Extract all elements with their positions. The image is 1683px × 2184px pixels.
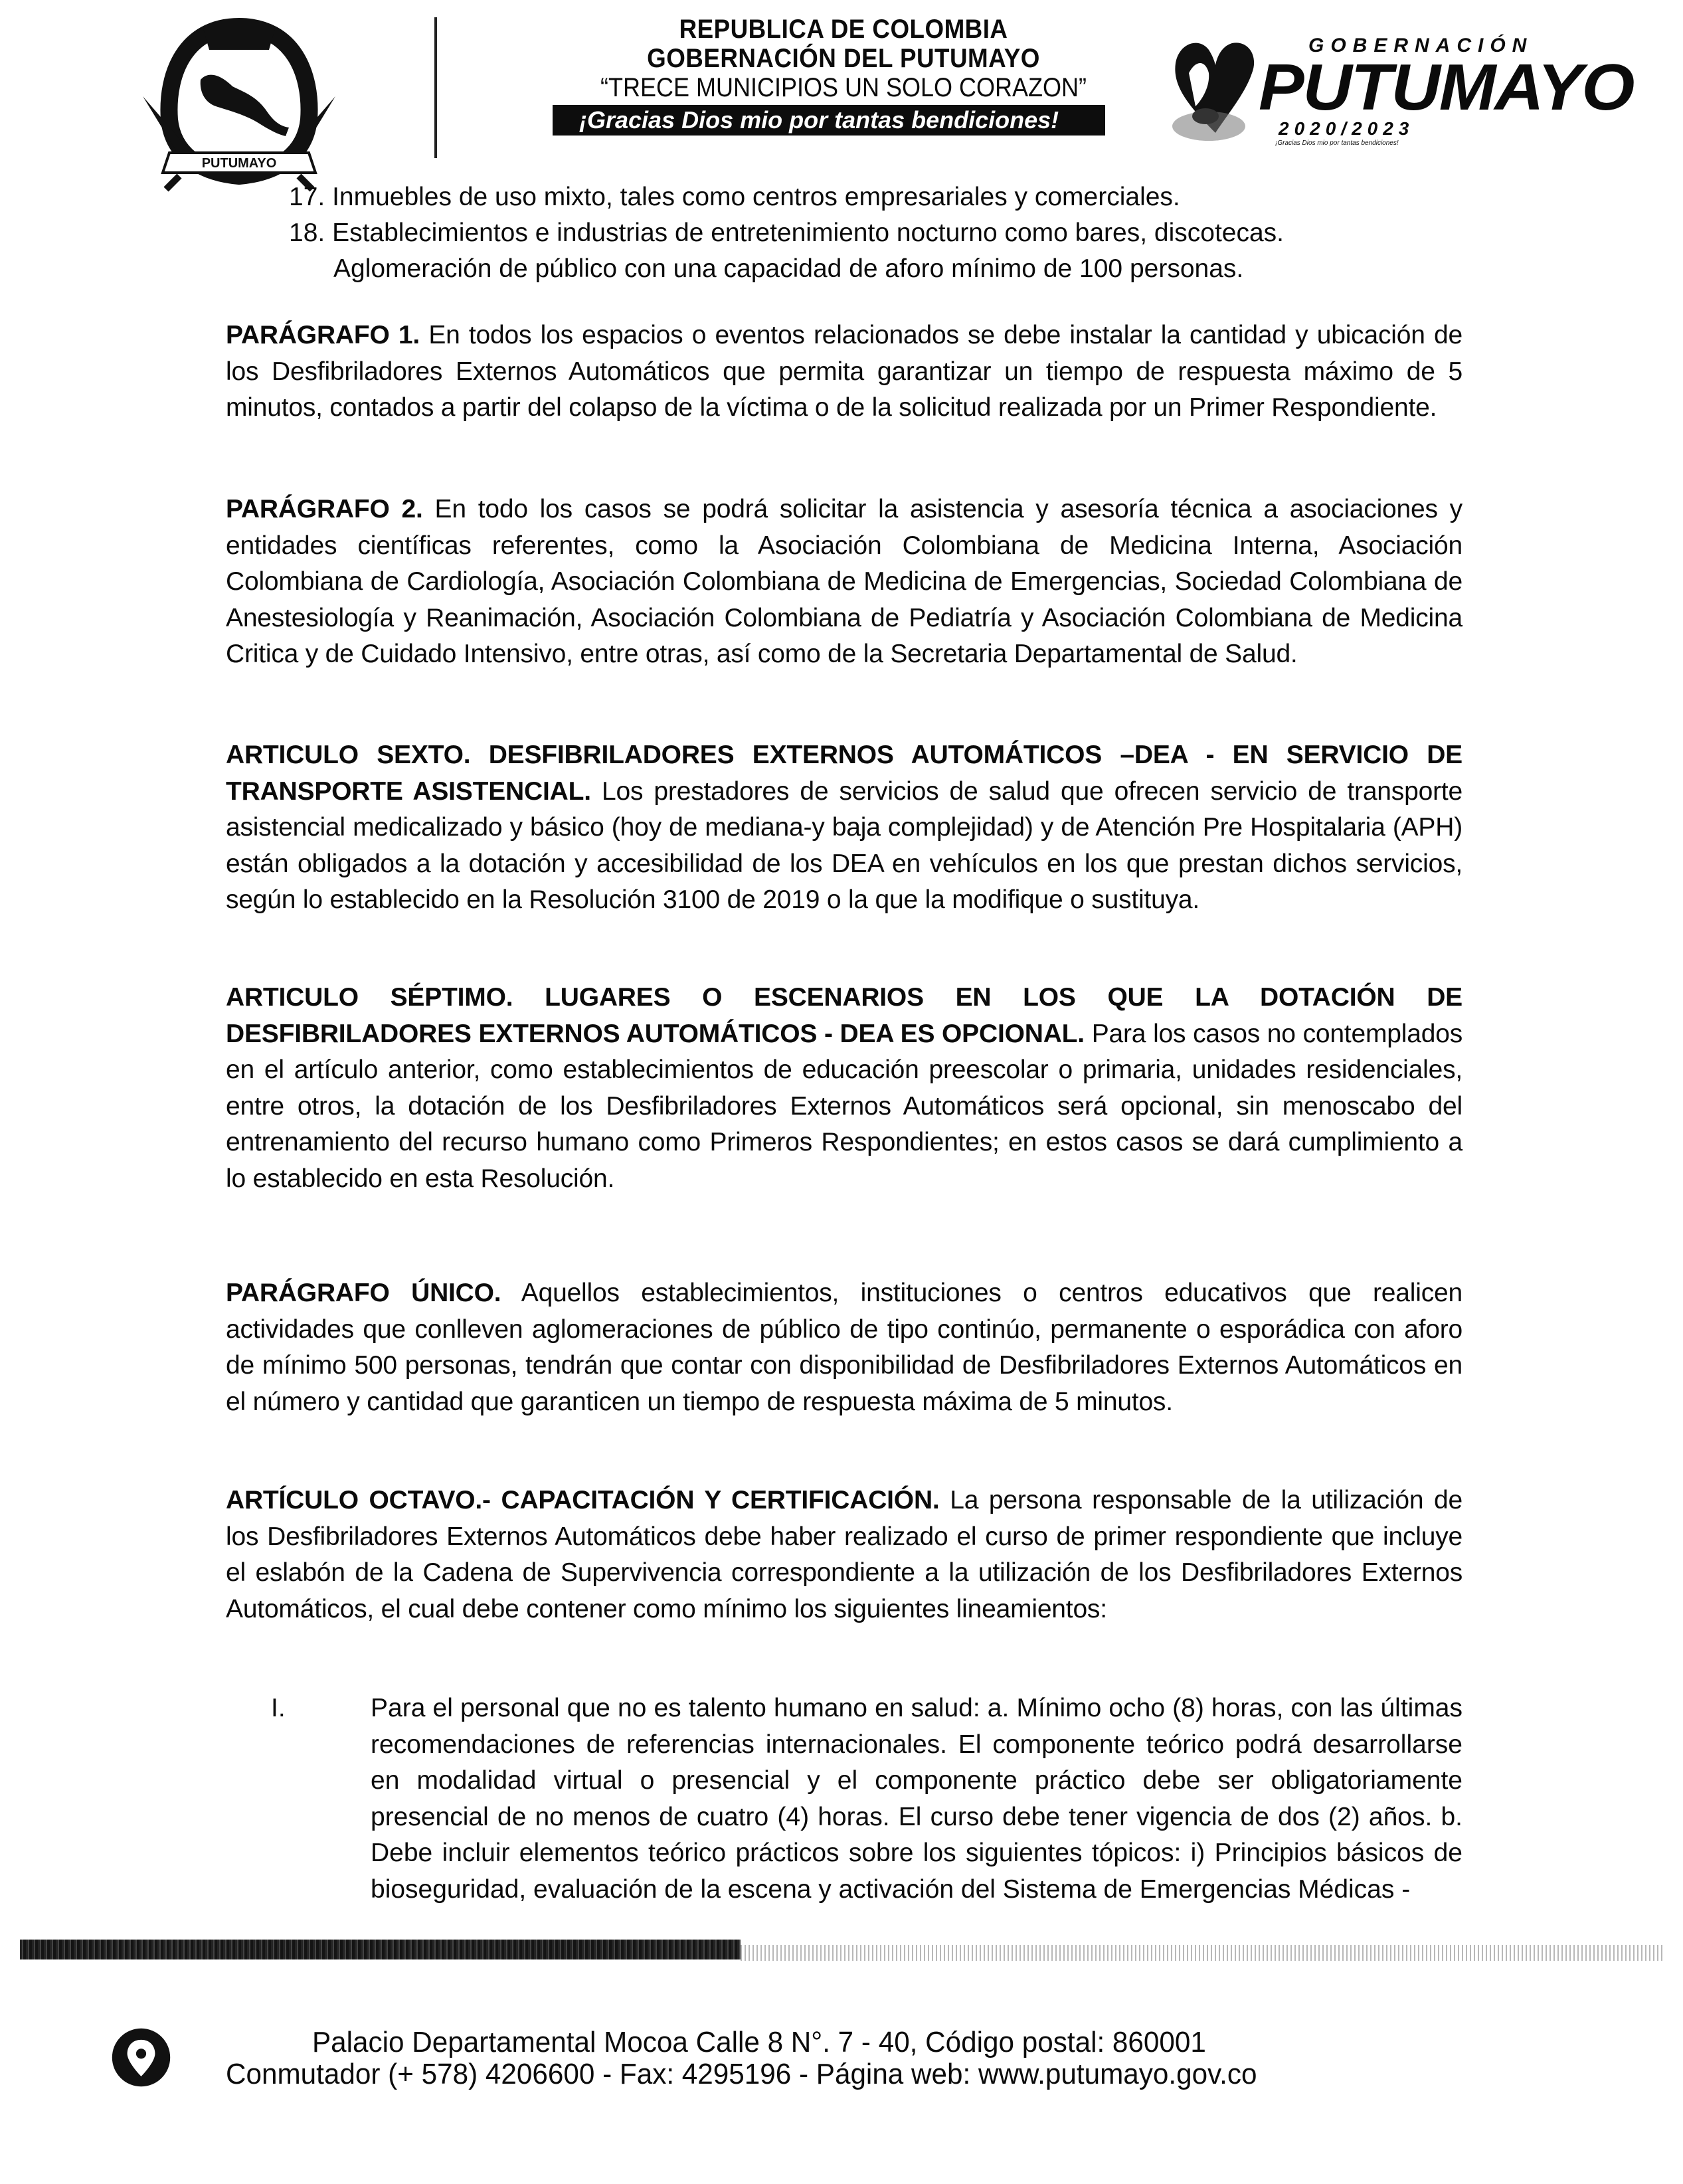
- footer-contact: Conmutador (+ 578) 4206600 - Fax: 4295196 - Página web: www.putumayo.gov.co: [226, 2058, 1257, 2090]
- gobernacion-logo: [1169, 27, 1634, 147]
- logo-years: 2020/2023: [1279, 118, 1415, 139]
- footer: [0, 1993, 1683, 2099]
- paragraph-heading: PARÁGRAFO 1.: [226, 321, 420, 349]
- paragrafo-2: PARÁGRAFO 2. En todo los casos se podrá solicitar la asistencia y asesoría técnica a asociaciones y entidades científicas referentes, como la Asociación Colombiana de Medicina Interna, Asociación Colombiana de Cardiología, Asociación Colombiana de Medicina de Emergencias, Sociedad Colombiana de Anestesiología y Reanimación, Asociación Colombiana de Pediatría y Asociación Colombiana de Medicina Critica y de Cuidado Intensivo, entre otras, así como de la Secretaria Departamental de Salud.: [226, 495, 1462, 668]
- footer-address: Palacio Departamental Mocoa Calle 8 N°. 7 - 40, Código postal: 860001: [312, 2026, 1206, 2058]
- article-heading: ARTICULO SÉPTIMO. LUGARES O ESCENARIOS EN LOS QUE LA DOTACIÓN DE DESFIBRILADORES EXTERNOS AUTOMÁTICOS - DEA ES OPCIONAL.: [226, 983, 1462, 1048]
- roman-item-text: Para el personal que no es talento humano en salud: a. Mínimo ocho (8) horas, con las últimas recomendaciones de referencias internacionales. El componente teórico podrá desarrollarse en modalidad virtual o presencial y el componente práctico debe ser obligatoriamente presencial de no menos de cuatro (4) horas. El curso debe tener vigencia de dos (2) años. b. Debe incluir elementos teórico prácticos sobre los siguientes tópicos: i) Principios básicos de bioseguridad, evaluación de la escena y activación del Sistema de Emergencias Médicas -: [371, 1694, 1462, 1904]
- list-item: 18. Establecimientos e industrias de entretenimiento nocturno como bares, discotecas.: [289, 219, 1284, 247]
- slogan-banner: ¡Gracias Dios mio por tantas bendiciones!: [553, 105, 1105, 136]
- list-item-continuation: Aglomeración de público con una capacidad de aforo mínimo de 100 personas.: [333, 254, 1244, 283]
- list-item: 17. Inmuebles de uso mixto, tales como centros empresariales y comerciales.: [289, 183, 1180, 211]
- location-pin-icon: [110, 2026, 173, 2089]
- logo-slogan: ¡Gracias Dios mio por tantas bendiciones!: [1275, 139, 1399, 147]
- paragrafo-1: PARÁGRAFO 1. En todos los espacios o eventos relacionados se debe instalar la cantidad y ubicación de los Desfibriladores Externos Automáticos que permita garantizar un tiempo de respuesta máximo de 5 minutos, contados a partir del colapso de la víctima o de la solicitud realizada por un Primer Respondiente.: [226, 321, 1462, 422]
- svg-text:PUTUMAYO: PUTUMAYO: [201, 156, 277, 171]
- article-heading: ARTICULO SEXTO. DESFIBRILADORES EXTERNOS AUTOMÁTICOS –DEA - EN SERVICIO DE TRANSPORTE ASISTENCIAL.: [226, 741, 1462, 806]
- articulo-octavo: ARTÍCULO OCTAVO.- CAPACITACIÓN Y CERTIFICACIÓN. La persona responsable de la utilización de los Desfibriladores Externos Automáticos debe haber realizado el curso de primer respondiente que incluye el eslabón de la Cadena de Supervivencia correspondiente a la utilización de los Desfibriladores Externos Automáticos, el cual debe contener como mínimo los siguientes lineamientos:: [226, 1486, 1463, 1623]
- scan-artifact-noise: [741, 1945, 1664, 1961]
- paragraph-heading: PARÁGRAFO 2.: [226, 495, 423, 523]
- government-title: GOBERNACIÓN DEL PUTUMAYO: [647, 44, 1040, 73]
- heart-hands-icon: [1169, 33, 1262, 146]
- logo-gobernacion-text: GOBERNACIÓN: [1308, 35, 1534, 56]
- department-crest-icon: [139, 13, 339, 193]
- header-divider: [434, 17, 437, 158]
- motto: “TRECE MUNICIPIOS UN SOLO CORAZON”: [600, 73, 1087, 102]
- articulo-septimo: ARTICULO SÉPTIMO. LUGARES O ESCENARIOS EN LOS QUE LA DOTACIÓN DE DESFIBRILADORES EXTERNOS AUTOMÁTICOS - DEA ES OPCIONAL. Para los casos no contemplados en el artículo anterior, como establecimientos de educación preescolar o primaria, unidades residenciales, entre otros, la dotación de los Desfibriladores Externos Automáticos será opcional, sin menoscabo del entrenamiento del recurso humano como Primeros Respondientes; en estos casos se dará cumplimiento a lo establecido en esta Resolución.: [226, 983, 1462, 1193]
- scan-artifact-bar: [20, 1940, 741, 1959]
- letterhead: [0, 0, 1683, 193]
- logo-putumayo-text: PUTUMAYO: [1259, 50, 1634, 124]
- roman-numeral: I.: [271, 1694, 286, 1722]
- country-title: REPUBLICA DE COLOMBIA: [679, 15, 1008, 44]
- paragrafo-unico: PARÁGRAFO ÚNICO. Aquellos establecimientos, instituciones o centros educativos que realicen actividades que conlleven aglomeraciones de público de tipo continúo, permanente o esporádica con aforo de mínimo 500 personas, tendrán que contar con disponibilidad de Desfibriladores Externos Automáticos en el número y cantidad que garanticen un tiempo de respuesta máxima de 5 minutos.: [226, 1279, 1462, 1416]
- paragraph-heading: PARÁGRAFO ÚNICO.: [226, 1279, 501, 1307]
- header-title-block: [545, 15, 1142, 136]
- article-heading: ARTÍCULO OCTAVO.- CAPACITACIÓN Y CERTIFICACIÓN.: [226, 1486, 940, 1514]
- articulo-sexto: ARTICULO SEXTO. DESFIBRILADORES EXTERNOS AUTOMÁTICOS –DEA - EN SERVICIO DE TRANSPORTE ASISTENCIAL. Los prestadores de servicios de salud que ofrecen servicio de transporte asistencial medicalizado y básico (hoy de mediana-y baja complejidad) y de Atención Pre Hospitalaria (APH) están obligados a la dotación y accesibilidad de los DEA en vehículos en los que prestan dichos servicios, según lo establecido en la Resolución 3100 de 2019 o la que la modifique o sustituya.: [226, 741, 1462, 914]
